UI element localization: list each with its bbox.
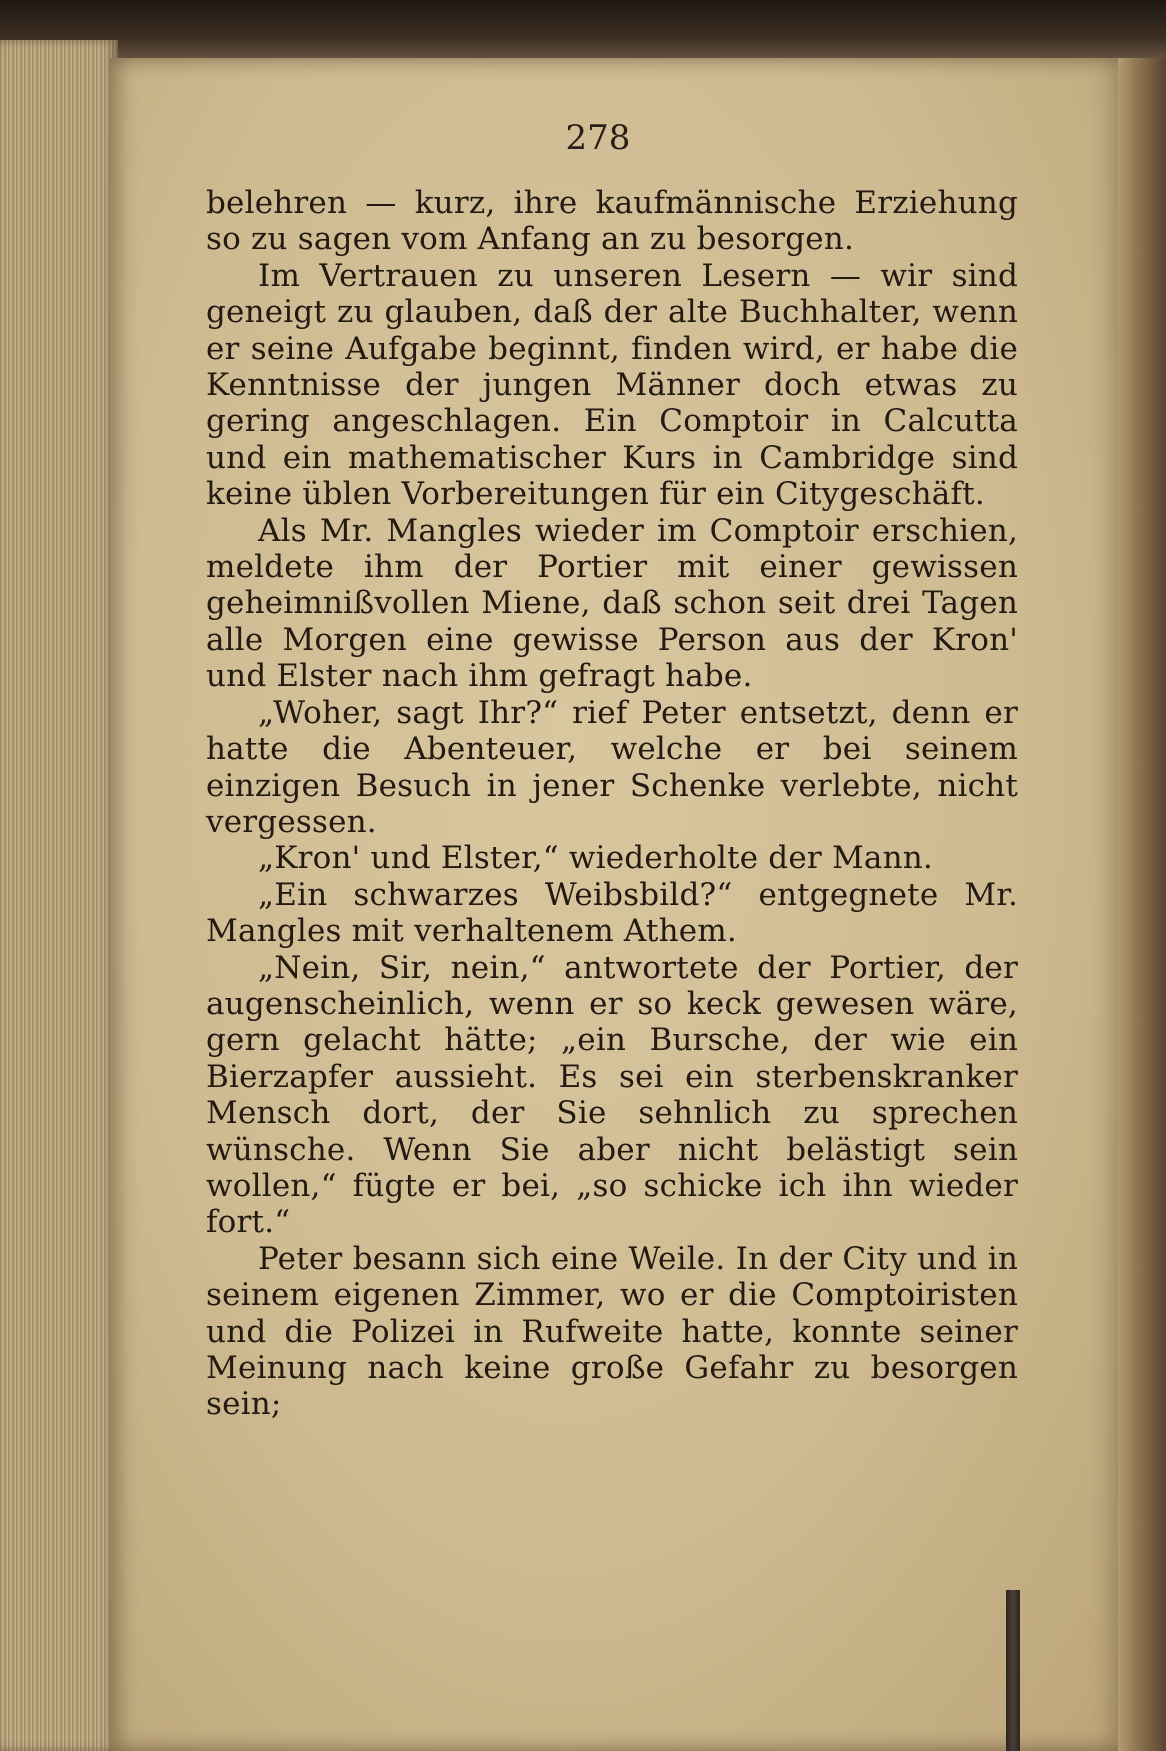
- page-stack-edge: [0, 40, 118, 1751]
- bookmark-ribbon: [1006, 1590, 1020, 1751]
- paragraph: „Ein schwarzes Weibsbild?“ entgegnete Mr. Mangles mit verhaltenem Athem.: [206, 876, 1018, 950]
- paragraph: Im Vertrauen zu unseren Lesern — wir sind geneigt zu glauben, daß der alte Buchhalter, wenn er seine Aufgabe beginnt, finden wird, er habe die Kenntnisse der jungen Männer doch etwas zu gering angeschlagen. Ein Comptoir in Calcutta und ein mathematischer Kurs in Cambridge sind keine üblen Vorbereitungen für ein Citygeschäft.: [206, 257, 1018, 513]
- book-top-edge: [0, 0, 1166, 62]
- paragraph: „Kron' und Elster,“ wiederholte der Mann.: [258, 840, 933, 877]
- paragraph: Peter besann sich eine Weile. In der City und in seinem eigenen Zimmer, wo er die Comptoiristen und die Polizei in Rufweite hatte, konnte seiner Meinung nach keine große Gefahr zu besorgen sein;: [206, 1240, 1018, 1423]
- paragraph: belehren — kurz, ihre kaufmännische Erziehung so zu sagen vom Anfang an zu besorgen.: [206, 185, 1018, 258]
- paragraph: „Nein, Sir, nein,“ antwortete der Portier, der augenscheinlich, wenn er so keck gewesen wäre, gern gelacht hätte; „ein Bursche, der wie ein Bierzapfer aussieht. Es sei ein sterbenskranker Mensch dort, der Sie sehnlich zu sprechen wünsche. Wenn Sie aber nicht belästigt sein wollen,“ fügte er bei, „so schicke ich ihn wieder fort.“: [206, 949, 1018, 1241]
- paragraph: Als Mr. Mangles wieder im Comptoir erschien, meldete ihm der Portier mit einer gewissen geheimnißvollen Miene, daß schon seit drei Tagen alle Morgen eine gewisse Person aus der Kron' und Elster nach ihm gefragt habe.: [206, 512, 1018, 695]
- body-text: [206, 185, 1018, 1423]
- book-right-edge: [1118, 58, 1166, 1751]
- page-number: 278: [565, 118, 631, 158]
- paragraph: „Woher, sagt Ihr?“ rief Peter entsetzt, denn er hatte die Abenteuer, welche er bei seinem einzigen Besuch in jener Schenke verlebte, nicht vergessen.: [206, 694, 1018, 840]
